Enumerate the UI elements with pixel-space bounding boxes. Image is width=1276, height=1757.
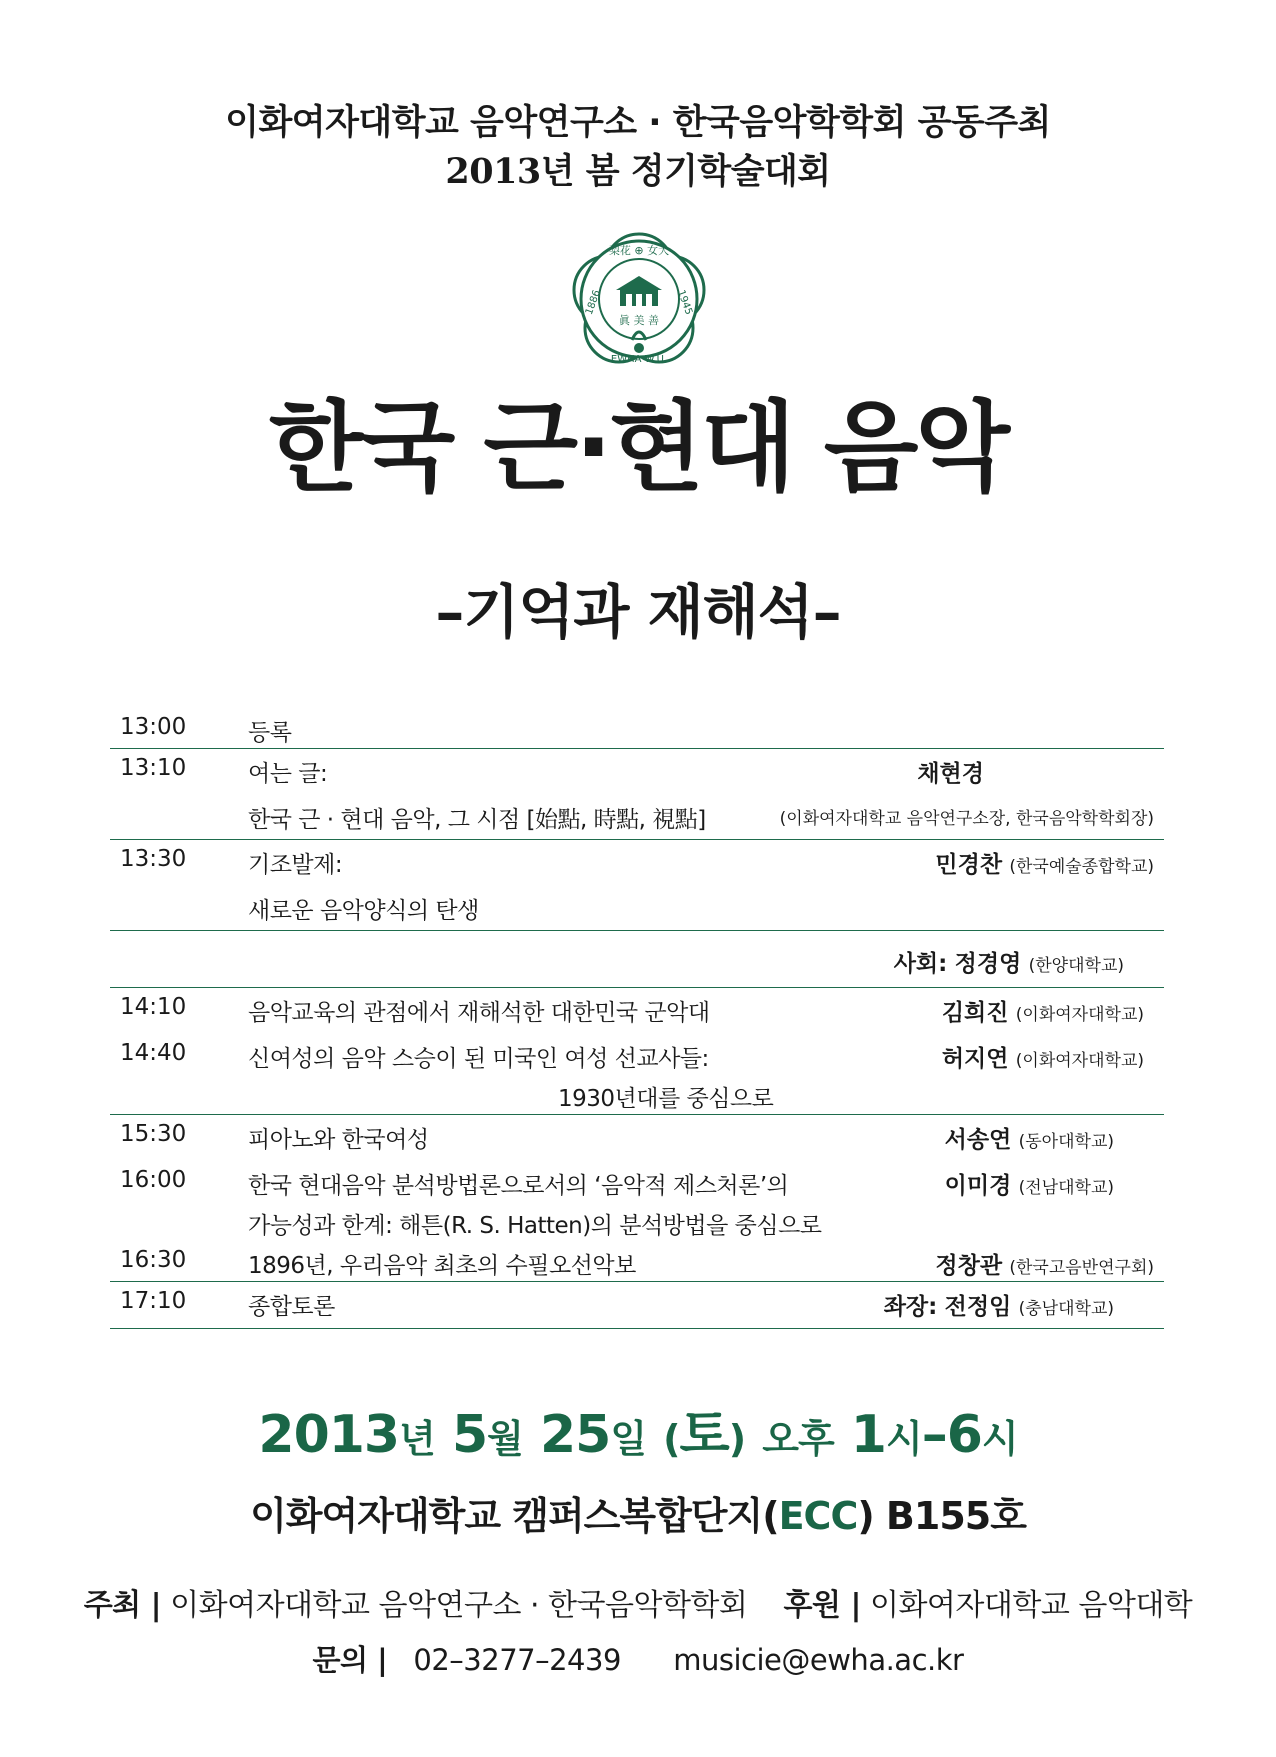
session-title: 등록 <box>248 720 292 746</box>
date-day: 25 <box>539 1405 611 1465</box>
speaker-affiliation: (한국고음반연구회) <box>1009 1258 1154 1278</box>
schedule-row <box>110 749 1164 840</box>
date-year: 2013 <box>258 1405 400 1465</box>
date-weekday: 토 <box>679 1405 729 1465</box>
session-title: 신여성의 음악 스승이 된 미국인 여성 선교사들: <box>248 1046 709 1072</box>
main-title: 한국 근·현대 음악 <box>268 391 1008 505</box>
schedule-row <box>110 1241 1164 1282</box>
speaker-name: 전정임 <box>944 1294 1012 1320</box>
moderator-label: 사회: <box>893 951 948 977</box>
date-end-unit: 시 <box>981 1417 1018 1461</box>
schedule-row <box>110 988 1164 1034</box>
seal-year-right: 1945 <box>675 288 695 317</box>
subtitle: –기억과 재해석– <box>435 578 841 646</box>
host-label: 주최 | <box>83 1588 162 1623</box>
session-title-cont: 가능성과 한계: 해튼(R. S. Hatten)의 분석방법을 중심으로 <box>248 1213 822 1239</box>
session-time: 13:30 <box>120 846 187 872</box>
speaker-name: 정창관 <box>935 1253 1003 1279</box>
date-weekday-open: ( <box>663 1417 680 1461</box>
date-dash: – <box>921 1405 947 1465</box>
chair-label: 좌장: <box>883 1294 938 1320</box>
speaker-affiliation: (이화여자대학교) <box>1015 1051 1144 1071</box>
moderator-name: 정경영 <box>954 951 1022 977</box>
moderator-row <box>110 931 1164 988</box>
session-time: 14:40 <box>120 1040 187 1066</box>
session-time: 17:10 <box>120 1288 187 1314</box>
session-title: 피아노와 한국여성 <box>248 1127 429 1153</box>
date-year-unit: 년 <box>399 1417 435 1461</box>
date-day-unit: 일 <box>610 1417 647 1461</box>
speaker-name: 서송연 <box>944 1127 1012 1153</box>
contact-line <box>0 1638 1276 1679</box>
speaker-affiliation: (한국예술종합학교) <box>1009 857 1154 877</box>
event-line: 2013년 봄 정기학술대회 <box>445 151 831 192</box>
session-title-cont: 새로운 음악양식의 탄생 <box>248 898 479 924</box>
date-end: 6 <box>946 1405 982 1465</box>
schedule-row <box>110 708 1164 749</box>
sponsor-label: 후원 | <box>783 1588 861 1623</box>
session-title: 여는 글: <box>248 761 328 787</box>
organizers-line: 이화여자대학교 음악연구소 · 한국음악학학회 공동주최 <box>225 103 1051 143</box>
date-start-unit: 시 <box>885 1417 922 1461</box>
speaker-affiliation: (충남대학교) <box>1018 1299 1114 1319</box>
speaker-affiliation: (이화여자대학교) <box>1015 1005 1144 1025</box>
session-title: 한국 현대음악 분석방법론으로서의 ‘음악적 제스처론’의 <box>248 1173 789 1199</box>
schedule-row <box>110 1282 1164 1329</box>
seal-motto: 眞 美 善 <box>619 314 659 327</box>
speaker-name: 김희진 <box>941 1000 1009 1026</box>
speaker-name: 허지연 <box>941 1046 1009 1072</box>
speaker-affiliation: (동아대학교) <box>1018 1132 1114 1152</box>
schedule-row <box>110 1161 1164 1241</box>
session-title: 1896년, 우리음악 최초의 수필오선악보 <box>248 1253 636 1279</box>
speaker-affiliation: (전남대학교) <box>1018 1178 1114 1198</box>
moderator-affiliation: (한양대학교) <box>1028 956 1124 976</box>
venue-code: ECC <box>778 1494 858 1538</box>
seal-top-text: 梨花 ⊕ 女大 <box>608 244 670 257</box>
session-time: 16:00 <box>120 1167 187 1193</box>
host-text: 이화여자대학교 음악연구소 · 한국음악학학회 <box>170 1588 748 1623</box>
sponsor-text: 이화여자대학교 음악대학 <box>869 1588 1193 1623</box>
speaker-name: 채현경 <box>917 761 984 787</box>
schedule-table <box>110 708 1164 1329</box>
contact-email[interactable]: musicie@ewha.ac.kr <box>673 1643 964 1677</box>
schedule-row <box>110 1034 1164 1115</box>
venue-prefix: 이화여자대학교 캠퍼스복합단지( <box>250 1494 779 1538</box>
date-month-unit: 월 <box>487 1417 523 1461</box>
session-time: 13:00 <box>120 714 187 740</box>
speaker-name: 이미경 <box>944 1173 1012 1199</box>
session-title-cont: 1930년대를 중심으로 <box>558 1086 774 1112</box>
schedule-row <box>110 1115 1164 1161</box>
schedule-row <box>110 840 1164 931</box>
ewha-seal-graphic <box>568 228 710 370</box>
event-date <box>0 1392 1276 1467</box>
venue-suffix: ) B155호 <box>857 1494 1026 1538</box>
date-period: 오후 <box>762 1417 834 1461</box>
session-time: 16:30 <box>120 1247 187 1273</box>
contact-phone: 02–3277–2439 <box>413 1643 621 1677</box>
session-title: 종합토론 <box>248 1294 335 1320</box>
session-title-cont: 한국 근 · 현대 음악, 그 시점 [始點, 時點, 視點] <box>248 807 706 833</box>
session-title: 기조발제: <box>248 852 343 878</box>
session-title: 음악교육의 관점에서 재해석한 대한민국 군악대 <box>248 1000 710 1026</box>
session-time: 15:30 <box>120 1121 187 1147</box>
session-time: 13:10 <box>120 755 187 781</box>
host-line <box>0 1580 1276 1624</box>
contact-label: 문의 | <box>312 1643 388 1677</box>
date-month: 5 <box>451 1405 488 1465</box>
seal-bottom-text: EWHA W.U. <box>610 354 668 365</box>
speaker-name: 민경찬 <box>935 852 1003 878</box>
event-venue <box>0 1485 1276 1540</box>
date-start: 1 <box>850 1405 886 1465</box>
seal-year-left: 1886 <box>583 288 603 317</box>
session-time: 14:10 <box>120 994 187 1020</box>
speaker-affiliation: (이화여자대학교 음악연구소장, 한국음악학학회장) <box>779 809 1154 829</box>
ewha-seal-icon <box>568 228 710 370</box>
date-weekday-close: ) <box>728 1417 746 1461</box>
